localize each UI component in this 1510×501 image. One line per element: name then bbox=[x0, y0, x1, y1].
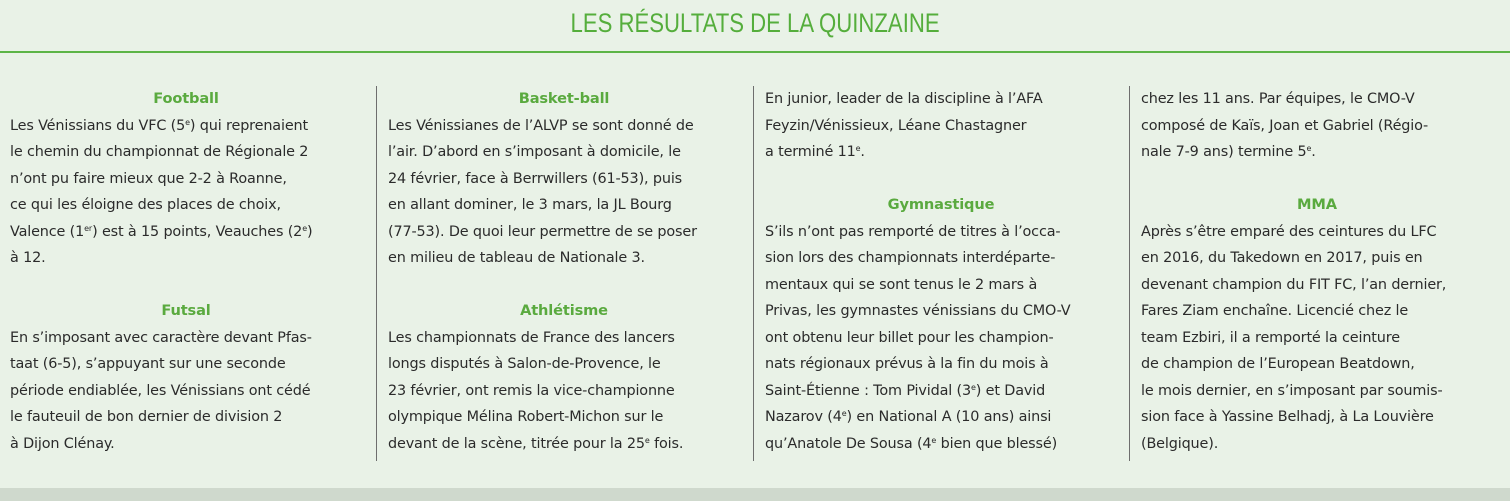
text-line: le chemin du championnat de Régionale 2 bbox=[10, 144, 309, 160]
text-line: sion lors des championnats interdéparte- bbox=[765, 250, 1056, 266]
text-line: Les championnats de France des lancers bbox=[388, 329, 675, 346]
text-line: Les Vénissians du VFC (5e) qui reprenaient bbox=[10, 117, 308, 134]
text-line: de champion de l’European Beatdown, bbox=[1141, 356, 1415, 372]
text-line: team Ezbiri, il a remporté la ceinture bbox=[1141, 329, 1400, 346]
section-heading: Football bbox=[153, 90, 219, 107]
section-football bbox=[10, 86, 362, 272]
text-line: a terminé 11e. bbox=[765, 144, 865, 160]
text-line: Les Vénissianes de l’ALVP se sont donné de bbox=[388, 117, 694, 134]
section-athletisme-continued bbox=[765, 86, 1117, 166]
text-line: En s’imposant avec caractère devant Pfas- bbox=[10, 329, 312, 346]
text-line: à 12. bbox=[10, 250, 46, 266]
text-line: olympique Mélina Robert-Michon sur le bbox=[388, 409, 664, 425]
text-line: Privas, les gymnastes vénissians du CMO-V bbox=[765, 303, 1071, 319]
text-line: le fauteuil de bon dernier de division 2 bbox=[10, 409, 283, 425]
header bbox=[0, 0, 1510, 50]
text-line: taat (6-5), s’appuyant sur une seconde bbox=[10, 356, 286, 372]
section-heading: Gymnastique bbox=[887, 196, 995, 213]
text-line: mentaux qui se sont tenus le 2 mars à bbox=[765, 276, 1038, 293]
section-gymnastique bbox=[765, 192, 1117, 457]
text-line: l’air. D’abord en s’imposant à domicile, le bbox=[388, 144, 681, 160]
text-line: Nazarov (4e) en National A (10 ans) ainsi bbox=[765, 409, 1052, 425]
section-basket-ball bbox=[388, 86, 740, 272]
column-3 bbox=[765, 86, 1117, 484]
text-line: n’ont pu faire mieux que 2-2 à Roanne, bbox=[10, 170, 287, 187]
text-line: Fares Ziam enchaîne. Licencié chez le bbox=[1141, 303, 1409, 319]
section-heading: Basket-ball bbox=[518, 90, 610, 107]
text-line: composé de Kaïs, Joan et Gabriel (Régio- bbox=[1141, 117, 1429, 134]
text-line: En junior, leader de la discipline à l’AFA bbox=[765, 91, 1043, 107]
text-line: Saint-Étienne : Tom Pividal (3e) et David bbox=[765, 382, 1046, 399]
column-divider bbox=[1129, 86, 1130, 461]
section-athletisme bbox=[388, 298, 740, 457]
section-futsal bbox=[10, 298, 362, 457]
section-mma bbox=[1141, 192, 1493, 457]
title-rule bbox=[0, 51, 1510, 53]
bottom-band bbox=[0, 488, 1510, 501]
text-line: nale 7-9 ans) termine 5e. bbox=[1141, 144, 1316, 160]
text-line: longs disputés à Salon-de-Provence, le bbox=[388, 356, 661, 372]
text-line: devant de la scène, titrée pour la 25e fois. bbox=[388, 435, 684, 452]
column-1 bbox=[10, 86, 362, 484]
text-line: (Belgique). bbox=[1141, 435, 1219, 452]
column-2 bbox=[388, 86, 740, 484]
text-line: ce qui les éloigne des places de choix, bbox=[10, 197, 281, 213]
text-line: en allant dominer, le 3 mars, la JL Bourg bbox=[388, 197, 672, 213]
text-line: Feyzin/Vénissieux, Léane Chastagner bbox=[765, 117, 1027, 134]
text-line: devenant champion du FIT FC, l’an dernier, bbox=[1141, 276, 1447, 293]
text-line: S’ils n’ont pas remporté de titres à l’occa- bbox=[765, 223, 1061, 240]
text-line: (77-53). De quoi leur permettre de se poser bbox=[388, 223, 697, 240]
text-line: Valence (1er) est à 15 points, Veauches (2e) bbox=[10, 223, 313, 240]
page-title: LES RÉSULTATS DE LA QUINZAINE bbox=[570, 8, 940, 38]
column-4 bbox=[1141, 86, 1493, 484]
text-line: à Dijon Clénay. bbox=[10, 435, 115, 452]
text-line: Après s’être emparé des ceintures du LFC bbox=[1141, 223, 1437, 240]
text-line: sion face à Yassine Belhadj, à La Louvière bbox=[1141, 409, 1434, 425]
text-line: 23 février, ont remis la vice-championne bbox=[388, 382, 675, 399]
section-heading: MMA bbox=[1297, 196, 1337, 213]
text-line: qu’Anatole De Sousa (4e bien que blessé) bbox=[765, 435, 1058, 452]
text-line: 24 février, face à Berrwillers (61-53), puis bbox=[388, 170, 683, 187]
text-line: en 2016, du Takedown en 2017, puis en bbox=[1141, 250, 1423, 266]
text-line: nats régionaux prévus à la fin du mois à bbox=[765, 356, 1049, 372]
text-line: en milieu de tableau de Nationale 3. bbox=[388, 250, 645, 266]
text-line: chez les 11 ans. Par équipes, le CMO-V bbox=[1141, 91, 1415, 107]
section-heading: Athlétisme bbox=[520, 302, 608, 319]
text-line: le mois dernier, en s’imposant par soumis- bbox=[1141, 382, 1443, 399]
section-gymnastique-continued bbox=[1141, 86, 1493, 166]
column-divider bbox=[753, 86, 754, 461]
text-line: période endiablée, les Vénissians ont cédé bbox=[10, 382, 311, 399]
column-divider bbox=[376, 86, 377, 461]
section-heading: Futsal bbox=[161, 302, 211, 319]
text-line: ont obtenu leur billet pour les champion- bbox=[765, 329, 1054, 346]
